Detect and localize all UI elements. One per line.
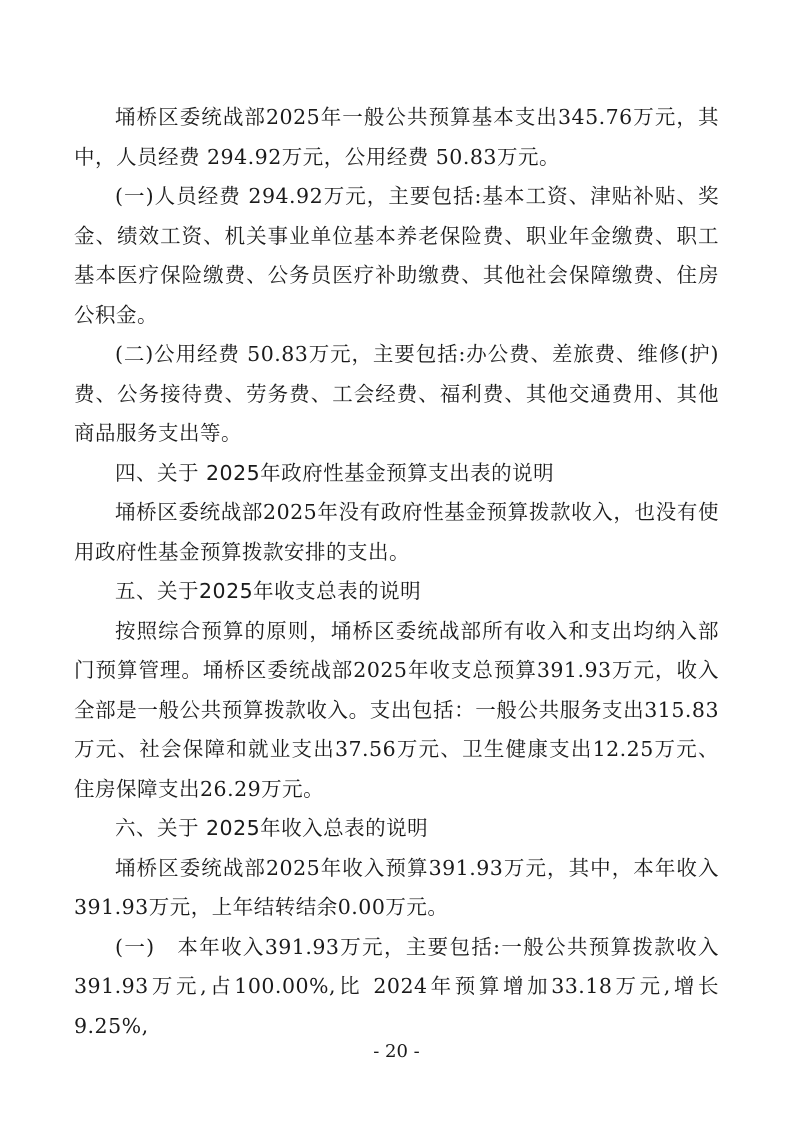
- paragraph-personnel-costs: (一)人员经费 294.92万元，主要包括:基本工资、津贴补贴、奖金、绩效工资、机关事业单位基本养老保险费、职业年金缴费、职工基本医疗保险缴费、公务员医疗补助缴费、其他社会保障缴费、住房公积金。: [74, 184, 719, 327]
- heading-revenue-expenditure-summary: 五、关于2025年收支总表的说明: [115, 579, 422, 603]
- paragraph-current-year-revenue: (一) 本年收入391.93万元，主要包括:一般公共预算拨款收入391.93万元,占100.00%,比 2024年预算增加33.18万元,增长9.25%,: [74, 934, 719, 1038]
- paragraph-revenue-expenditure-summary: 按照综合预算的原则，埇桥区委统战部所有收入和支出均纳入部门预算管理。埇桥区委统战部2025年收支总预算391.93万元，收入全部是一般公共预算拨款收入。支出包括：一般公共服务支出315.83万元、社会保障和就业支出37.56万元、卫生健康支出12.25万元、住房保障支出26.29万元。: [74, 618, 719, 801]
- heading-government-fund: 四、关于 2025年政府性基金预算支出表的说明: [115, 460, 555, 485]
- page-number: - 20 -: [373, 1041, 420, 1062]
- paragraph-government-fund: 埇桥区委统战部2025年没有政府性基金预算拨款收入，也没有使用政府性基金预算拨款安排的支出。: [74, 500, 719, 564]
- heading-revenue-summary: 六、关于 2025年收入总表的说明: [115, 816, 429, 840]
- paragraph-revenue-summary: 埇桥区委统战部2025年收入预算391.93万元，其中，本年收入391.93万元，上年结转结余0.00万元。: [74, 855, 719, 919]
- paragraph-public-costs: (二)公用经费 50.83万元，主要包括:办公费、差旅费、维修(护)费、公务接待费、劳务费、工会经费、福利费、其他交通费用、其他商品服务支出等。: [74, 342, 719, 445]
- document-body: [74, 98, 719, 1046]
- paragraph-basic-expenditure: 埇桥区委统战部2025年一般公共预算基本支出345.76万元，其中，人员经费 294.92万元，公用经费 50.83万元。: [74, 105, 719, 169]
